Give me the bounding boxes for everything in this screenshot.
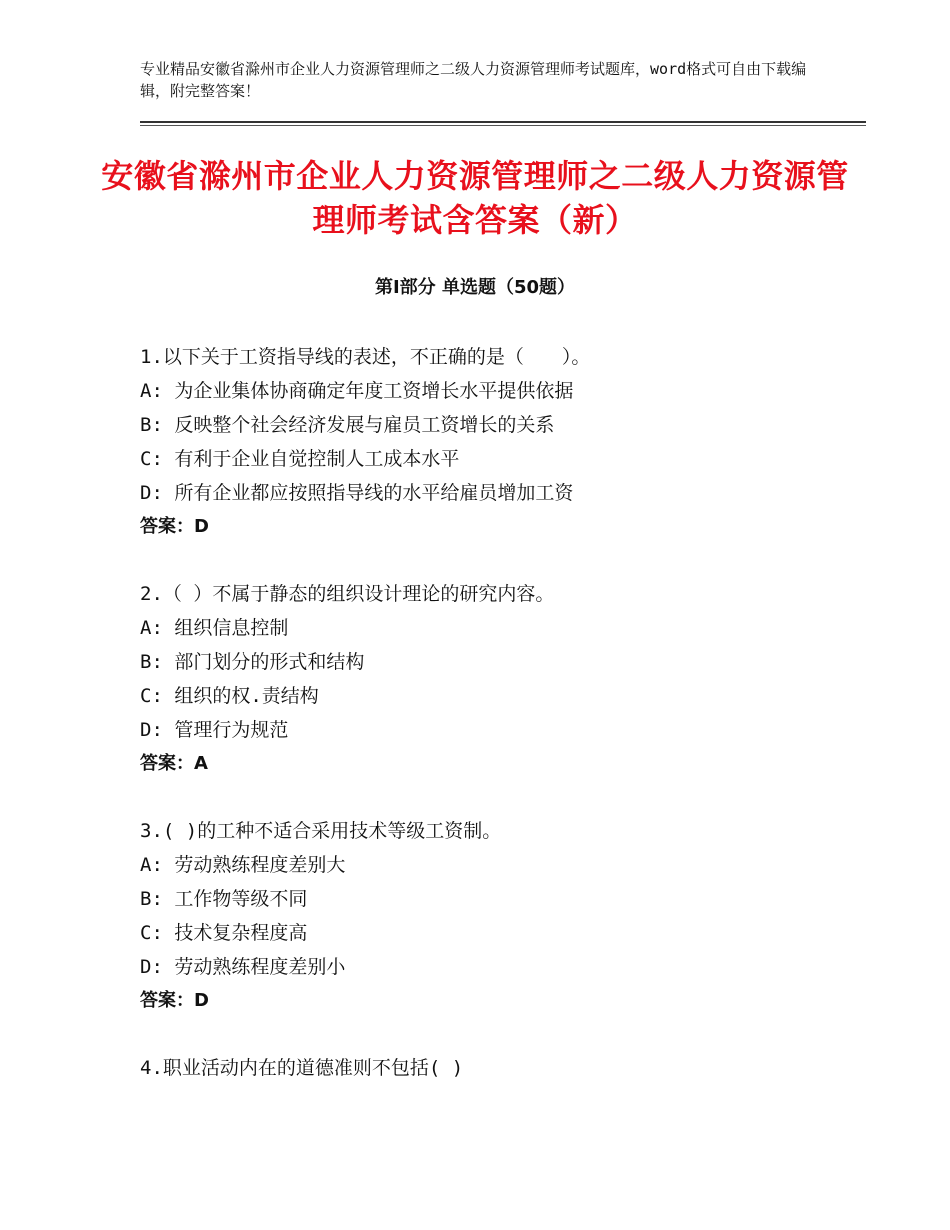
option-b: B: 工作物等级不同 — [140, 888, 308, 910]
question-3 — [140, 814, 860, 1018]
header-note: 专业精品安徽省滁州市企业人力资源管理师之二级人力资源管理师考试题库，word格式可自由下载编辑，附完整答案！ — [140, 60, 807, 100]
option-c: C: 技术复杂程度高 — [140, 922, 308, 944]
option-d: D: 管理行为规范 — [140, 719, 289, 741]
question-2 — [140, 577, 860, 781]
option-d: D: 所有企业都应按照指导线的水平给雇员增加工资 — [140, 482, 574, 504]
option-a: A: 劳动熟练程度差别大 — [140, 854, 346, 876]
option-d: D: 劳动熟练程度差别小 — [140, 956, 346, 978]
question-stem: 3.( )的工种不适合采用技术等级工资制。 — [140, 820, 502, 842]
document-title: 安徽省滁州市企业人力资源管理师之二级人力资源管理师考试含答案（新） — [101, 157, 849, 239]
option-b: B: 反映整个社会经济发展与雇员工资增长的关系 — [140, 414, 555, 436]
option-c: C: 有利于企业自觉控制人工成本水平 — [140, 448, 460, 470]
option-c: C: 组织的权.责结构 — [140, 685, 319, 707]
question-stem: 4.职业活动内在的道德准则不包括( ) — [140, 1057, 464, 1079]
section-heading: 第Ⅰ部分 单选题（50题） — [374, 277, 575, 298]
question-stem: 1.以下关于工资指导线的表述，不正确的是（ ）。 — [140, 346, 591, 368]
answer-label: 答案：D — [140, 990, 209, 1011]
question-4 — [140, 1051, 860, 1085]
header-divider-thin — [140, 125, 866, 126]
option-a: A: 组织信息控制 — [140, 617, 289, 639]
question-list — [140, 340, 860, 1118]
answer-label: 答案：A — [140, 753, 208, 774]
answer-label: 答案：D — [140, 516, 209, 537]
option-b: B: 部门划分的形式和结构 — [140, 651, 365, 673]
question-stem: 2.（ ）不属于静态的组织设计理论的研究内容。 — [140, 583, 555, 605]
header-divider-thick — [140, 121, 866, 123]
question-1 — [140, 340, 860, 544]
option-a: A: 为企业集体协商确定年度工资增长水平提供依据 — [140, 380, 574, 402]
